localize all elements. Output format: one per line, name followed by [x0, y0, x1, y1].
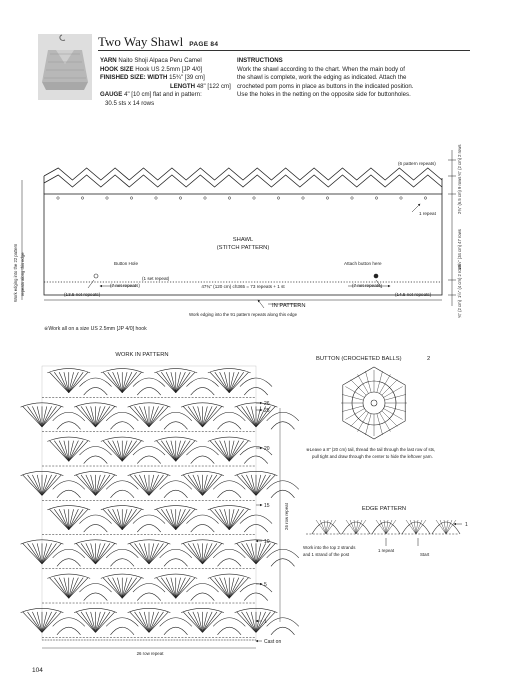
- net-hole: [351, 197, 353, 199]
- net-hole: [57, 197, 59, 199]
- right-dim-2: 2¾" (6.5 cm) 9 rows: [457, 176, 462, 214]
- button-count: 2: [427, 356, 431, 362]
- net-hole: [277, 197, 279, 199]
- zigzag-outer: [44, 168, 442, 180]
- hook-note: ※Work all on a size US 2.5mm [JP 4/0] hook: [44, 326, 147, 332]
- row-15-label: 15: [264, 503, 270, 509]
- zigzag-edge: [44, 168, 442, 194]
- row-5-label: 5: [264, 582, 267, 588]
- row-10-label: 10: [264, 539, 270, 545]
- row-repeat-label: 26 row repeat: [284, 503, 289, 530]
- right-net-repeats: (7 net repeats): [352, 283, 382, 288]
- net-hole: [424, 197, 426, 199]
- net-hole: [130, 197, 132, 199]
- net-hole: [204, 197, 206, 199]
- center-dimensions: 47¾" (120 cm) ch365 = 73 repeats + 1 st: [201, 284, 285, 289]
- right-bottom-repeats: (14.5 net repeats): [395, 292, 432, 297]
- button-mark: [374, 274, 378, 278]
- edge-note-2: and 1 strand of the post: [303, 552, 350, 557]
- right-dim-1: ¾" (2 cm) 2 rows: [457, 144, 462, 176]
- side-note-2: repeats along this edge: [20, 252, 25, 296]
- edge-start: Start: [420, 552, 430, 557]
- right-dim-3: 13½" (34 cm) 47 rows: [457, 229, 462, 270]
- button-note-2: pull tight and draw through the center to hide the leftover yarn.: [312, 454, 433, 459]
- edging-note: Work edging into the 91 pattern repeats along this edge: [188, 312, 298, 317]
- button-diagram: [341, 367, 407, 439]
- gauge-line-2: 30.5 sts x 14 rows: [105, 99, 155, 107]
- button-hole-mark: [94, 274, 98, 278]
- right-dim-5: ¾" (2 cm): [457, 299, 462, 318]
- length-line: LENGTH 48" [122 cm]: [170, 82, 231, 90]
- shawl-label: SHAWL: [232, 237, 254, 243]
- left-set-repeat: (1 set repeat): [142, 276, 170, 281]
- row-25-label: 25: [264, 408, 270, 414]
- attach-button-label: Attach button here: [344, 261, 382, 266]
- page-number: 104: [32, 667, 43, 674]
- net-hole: [302, 197, 304, 199]
- stitch-repeat-label: 26 row repeat: [136, 651, 164, 656]
- pattern-repeats-top: (6 pattern repeats): [398, 161, 436, 166]
- yarn-line: YARN Naito Shoji Alpaca Peru Camel: [100, 57, 202, 64]
- gauge-line: GAUGE 4" [10 cm] flat and in pattern:: [100, 91, 202, 99]
- page-reference: PAGE 84: [189, 41, 219, 48]
- right-dim-4: 1½" (4 cm) 2 rows: [457, 264, 462, 298]
- hook-line: HOOK SIZE Hook US 2.5mm [JP 4/0]: [100, 65, 203, 73]
- stitch-pattern-label: (STITCH PATTERN): [216, 245, 270, 251]
- net-hole: [228, 197, 230, 199]
- side-note-1: Work edging into the 22 pattern: [13, 243, 18, 302]
- button-title: BUTTON (CROCHETED BALLS): [316, 356, 402, 362]
- net-hole: [400, 197, 402, 199]
- chart-title: WORK IN PATTERN: [115, 352, 169, 358]
- edge-title: EDGE PATTERN: [361, 506, 407, 512]
- in-pattern-label: IN PATTERN: [272, 303, 306, 309]
- cast-on-label: Cast on: [264, 639, 282, 645]
- title-text: Two Way Shawl: [98, 34, 184, 49]
- button-note-1: ※Leave a 8" (20 cm) tail, thread the tail through the last row of sts,: [306, 447, 436, 452]
- edge-note-1: Work into the top 2 strands: [303, 545, 356, 550]
- left-net-repeats: (7 net repeats): [110, 283, 140, 288]
- row-20-label: 20: [264, 446, 270, 452]
- net-hole: [326, 197, 328, 199]
- stitch-chart: [21, 366, 299, 640]
- edge-row-1: 1: [465, 522, 468, 528]
- net-hole: [375, 197, 377, 199]
- net-hole: [253, 197, 255, 199]
- instructions-line: Use the holes in the netting on the opposite side for buttonholes.: [237, 91, 411, 99]
- net-hole: [81, 197, 83, 199]
- one-repeat-label: 1 repeat: [419, 211, 436, 216]
- instructions-line: crocheted pom poms in place as buttons in the indicated position.: [237, 82, 414, 90]
- left-bottom-repeats: (13.5 net repeats): [64, 292, 101, 297]
- net-hole: [106, 197, 108, 199]
- edge-diagram: [306, 520, 460, 534]
- button-hole-label: Button Hole: [114, 261, 139, 266]
- shawl-schematic: [22, 150, 456, 306]
- width-line: FINISHED SIZE: WIDTH 15¾" [39 cm]: [100, 74, 205, 82]
- net-hole: [179, 197, 181, 199]
- instructions-heading: INSTRUCTIONS: [237, 57, 283, 64]
- instructions-line: the shawl is complete, work the edging as indicated. Attach the: [237, 74, 407, 82]
- edge-one-repeat: 1 repeat: [377, 548, 395, 553]
- row-1-label: 1: [264, 619, 267, 625]
- row-26-label: 26: [264, 401, 270, 407]
- instructions-line: Work the shawl according to the chart. When the main body of: [237, 65, 405, 73]
- zigzag-inner: [44, 175, 442, 187]
- net-hole: [155, 197, 157, 199]
